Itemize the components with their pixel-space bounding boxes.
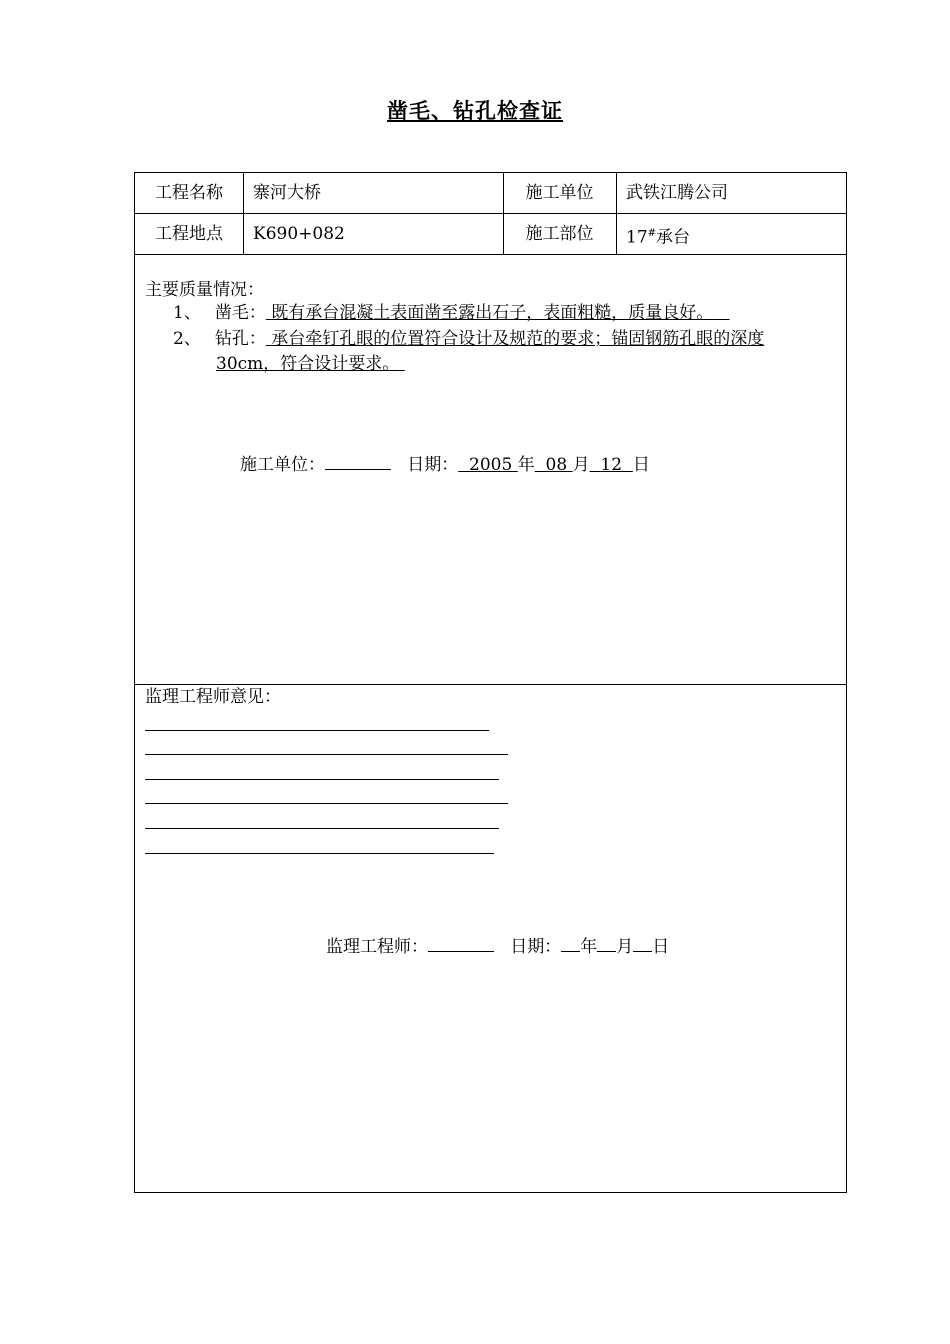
supervisor-signature-blank[interactable] xyxy=(428,933,494,952)
quality-heading: 主要质量情况： xyxy=(145,280,264,300)
opinion-line[interactable] xyxy=(145,730,489,731)
project-name-label: 工程名称 xyxy=(155,183,223,203)
col-divider xyxy=(243,173,244,254)
quality-item-2: 2、 钻孔： 承台牵钉孔眼的位置符合设计及规范的要求；锚固钢筋孔眼的深度 xyxy=(173,329,765,349)
row-divider xyxy=(135,254,846,255)
date-day: 12 xyxy=(600,455,623,475)
quality-item-1: 1、 凿毛： 既有承台混凝土表面凿至露出石子，表面粗糙，质量良好。 xyxy=(173,303,714,323)
opinion-line[interactable] xyxy=(145,828,499,829)
supervisor-day-blank[interactable] xyxy=(633,933,652,952)
opinion-line[interactable] xyxy=(145,779,499,780)
contractor-label: 施工单位 xyxy=(525,183,594,203)
supervisor-signature-line: 监理工程师： 日期： 年 月 日 xyxy=(326,933,669,960)
contractor-value: 武铁江腾公司 xyxy=(626,183,728,203)
location-value: K690+082 xyxy=(253,224,345,244)
inspection-form xyxy=(134,172,847,1193)
opinion-line[interactable] xyxy=(145,754,508,755)
date-month: 08 xyxy=(545,455,568,475)
part-value: 17#承台 xyxy=(626,227,691,248)
quality-item-2-cont: 30cm，符合设计要求。 xyxy=(216,354,400,374)
supervisor-heading: 监理工程师意见： xyxy=(145,687,281,707)
col-divider xyxy=(616,173,617,254)
project-name-value: 寨河大桥 xyxy=(253,183,321,203)
opinion-line[interactable] xyxy=(145,803,508,804)
supervisor-year-blank[interactable] xyxy=(561,933,580,952)
contractor-signature-blank[interactable] xyxy=(325,451,391,470)
supervisor-month-blank[interactable] xyxy=(597,933,616,952)
contractor-signature-line: 施工单位： 日期： 2005 年 08 月 12 日 xyxy=(240,451,650,478)
page-title: 凿毛、钻孔检查证 xyxy=(387,98,563,123)
location-label: 工程地点 xyxy=(155,224,223,244)
date-year: 2005 xyxy=(469,455,513,475)
opinion-line[interactable] xyxy=(145,853,494,854)
part-label: 施工部位 xyxy=(525,224,594,244)
